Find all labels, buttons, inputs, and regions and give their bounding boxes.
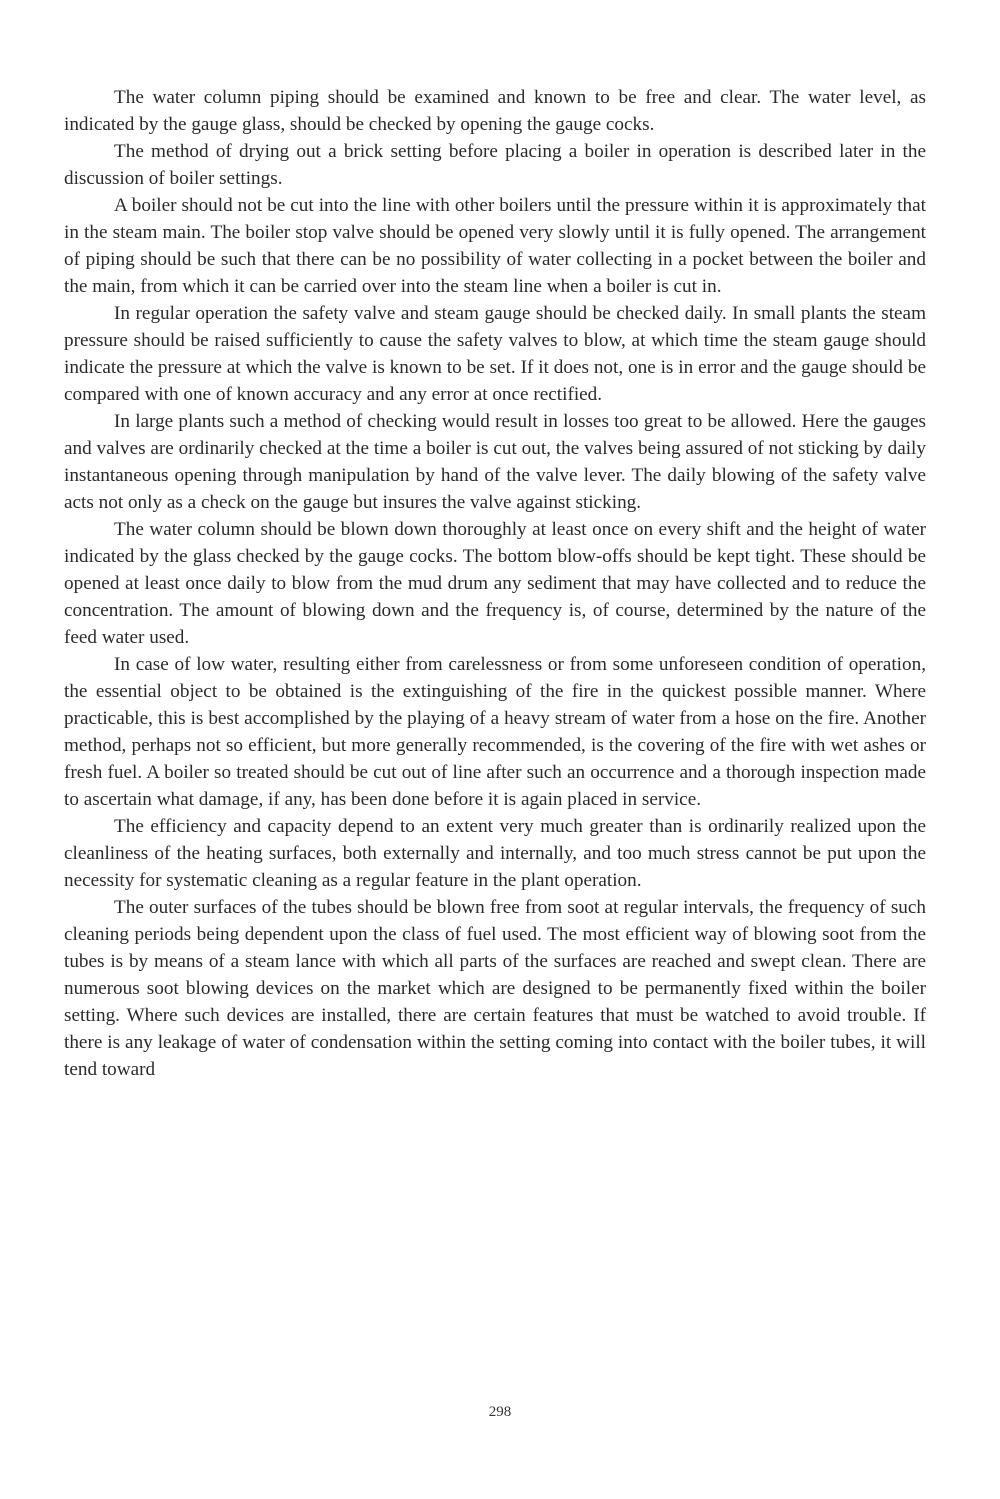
paragraph-blow-down: The water column should be blown down thoroughly at least once on every shift and the height of water indicated by the glass checked by the gauge cocks. The bottom blow-offs should be kept tight. These should be opened at least once daily to blow from the mud drum any sediment that may have collected and to reduce the concentration. The amount of blowing down and the frequency is, of course, determined by the nature of the feed water used. xyxy=(64,519,926,648)
paragraph-low-water: In case of low water, resulting either from carelessness or from some unforeseen condition of operation, the essential object to be obtained is the extinguishing of the fire in the quickest possible manner. Where practicable, this is best accomplished by the playing of a heavy stream of water from a hose on the fire. Another method, perhaps not so efficient, but more generally recommended, is the covering of the fire with wet ashes or fresh fuel. A boiler so treated should be cut out of line after such an occurrence and a thorough inspection made to ascertain what damage, if any, has been done before it is again placed in service. xyxy=(64,654,926,810)
paragraph-drying-brick-setting: The method of drying out a brick setting before placing a boiler in operation is described later in the discussion of boiler settings. xyxy=(64,141,926,189)
paragraph-soot-blowing: The outer surfaces of the tubes should be blown free from soot at regular intervals, the frequency of such cleaning periods being dependent upon the class of fuel used. The most efficient way of blowing soot from the tubes is by means of a steam lance with which all parts of the surfaces are reached and swept clean. There are numerous soot blowing devices on the market which are designed to be permanently fixed within the boiler setting. Where such devices are installed, there are certain features that must be watched to avoid trouble. If there is any leakage of water of condensation within the setting coming into contact with the boiler tubes, it will tend toward xyxy=(64,897,926,1080)
paragraph-cutting-boiler-into-line: A boiler should not be cut into the line with other boilers until the pressure within it is approximately that in the steam main. The boiler stop valve should be opened very slowly until it is fully opened. The arrangement of piping should be such that there can be no possibility of water collecting in a pocket between the boiler and the main, from which it can be carried over into the steam line when a boiler is cut in. xyxy=(64,195,926,297)
paragraph-water-column-piping: The water column piping should be examined and known to be free and clear. The water level, as indicated by the gauge glass, should be checked by opening the gauge cocks. xyxy=(64,87,926,135)
paragraph-efficiency-cleanliness: The efficiency and capacity depend to an extent very much greater than is ordinarily realized upon the cleanliness of the heating surfaces, both externally and internally, and too much stress cannot be put upon the necessity for systematic cleaning as a regular feature in the plant operation. xyxy=(64,816,926,891)
paragraph-safety-valve-check: In regular operation the safety valve and steam gauge should be checked daily. In small plants the steam pressure should be raised sufficiently to cause the safety valves to blow, at which time the steam gauge should indicate the pressure at which the valve is known to be set. If it does not, one is in error and the gauge should be compared with one of known accuracy and any error at once rectified. xyxy=(64,303,926,405)
paragraph-large-plants: In large plants such a method of checking would result in losses too great to be allowed. Here the gauges and valves are ordinarily checked at the time a boiler is cut out, the valves being assured of not sticking by daily instantaneous opening through manipulation by hand of the valve lever. The daily blowing of the safety valve acts not only as a check on the gauge but insures the valve against sticking. xyxy=(64,411,926,513)
page-body xyxy=(64,84,926,1464)
page-number: 298 xyxy=(488,1404,512,1420)
